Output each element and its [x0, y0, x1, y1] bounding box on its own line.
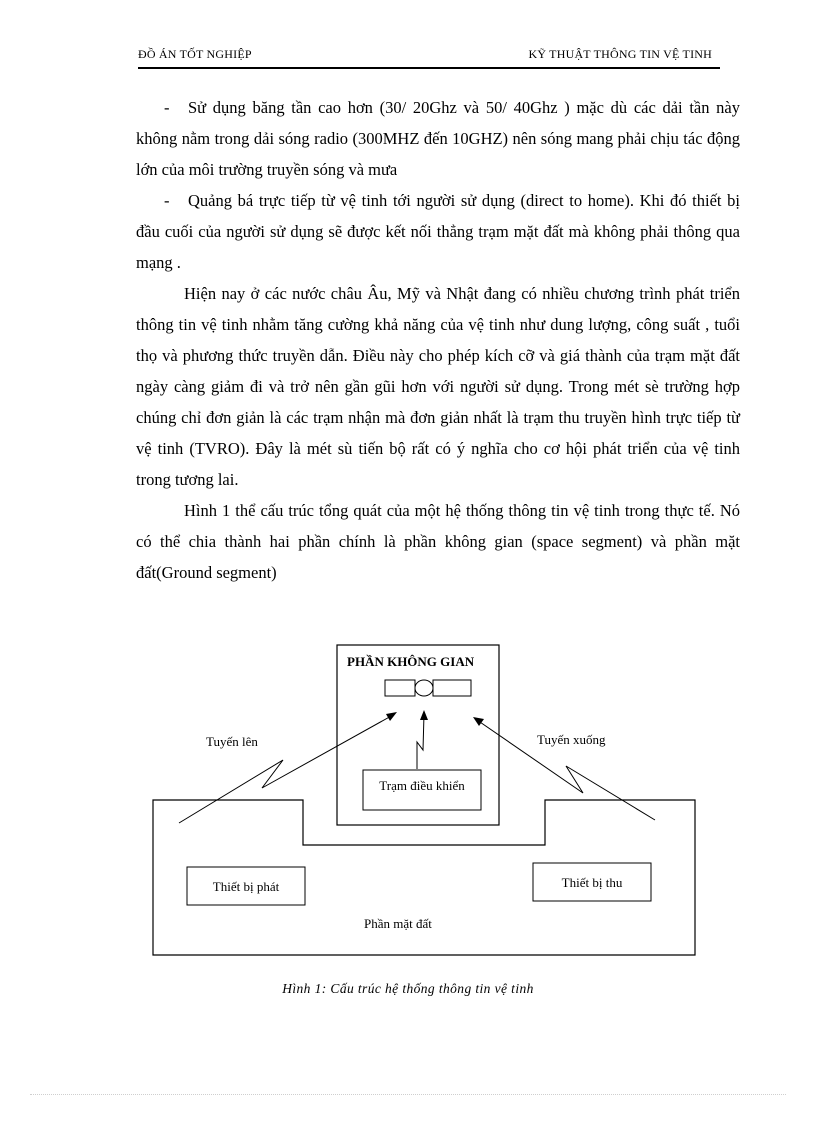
figure-caption: Hình 1: Cấu trúc hệ thống thông tin vệ tinh [282, 981, 534, 996]
ground-segment-label: Phần mặt đất [364, 916, 432, 931]
control-station-label: Trạm điều khiển [379, 778, 465, 793]
header-left-title: ĐỒ ÁN TỐT NGHIỆP [138, 47, 252, 61]
receiver-label: Thiết bị thu [561, 875, 623, 890]
uplink-label: Tuyến lên [206, 734, 258, 749]
space-segment-label: PHẦN KHÔNG GIAN [347, 654, 475, 669]
transmitter-label: Thiết bị phát [212, 879, 280, 894]
downlink-label: Tuyến xuống [537, 732, 606, 747]
paragraph-2: Hình 1 thể cấu trúc tổng quát của một hệ thống thông tin vệ tinh trong thực tế. Nó có thể chia thành hai phần chính là phần không gian (space segment) và phần mặt đất(Ground segment) [136, 501, 740, 582]
bullet-dash: - [164, 191, 170, 210]
paragraph-1: Hiện nay ở các nước châu Âu, Mỹ và Nhật đang có nhiều chương trình phát triển thông tin vệ tinh nhằm tăng cường khả năng của vệ tinh như dung lượng, công suất , tuổi thọ và phương thức truyền dẫn. Điều này cho phép kích cỡ và giá thành của trạm mặt đất ngày càng giảm đi và trở nên gần gũi hơn với người sử dụng. Trong mét sè trường hợp chúng chỉ đơn giản là các trạm nhận mà đơn giản nhất là trạm thu truyền hình trực tiếp từ vệ tinh (TVRO). Đây là mét sù tiến bộ rất có ý nghĩa cho cơ hội phát triển của vệ tinh trong tương lai. [136, 284, 740, 489]
footer-dotted-line [30, 1094, 786, 1095]
header-right-title: KỸ THUẬT THÔNG TIN VỆ TINH [528, 47, 712, 61]
bullet-dash: - [164, 98, 170, 117]
bullet-text-1: Sử dụng băng tần cao hơn (30/ 20Ghz và 50/ 40Ghz ) mặc dù các dải tần này không nằm trong dải sóng radio (300MHZ đến 10GHZ) nên sóng mang phải chịu tác động lớn của môi trường truyền sóng và mưa [136, 98, 740, 179]
bullet-text-2: Quảng bá trực tiếp từ vệ tinh tới người sử dụng (direct to home). Khi đó thiết bị đầu cuối của người sử dụng sẽ được kết nối thẳng trạm mặt đất mà không phải thông qua mạng . [136, 191, 740, 272]
satellite-icon [385, 680, 471, 696]
